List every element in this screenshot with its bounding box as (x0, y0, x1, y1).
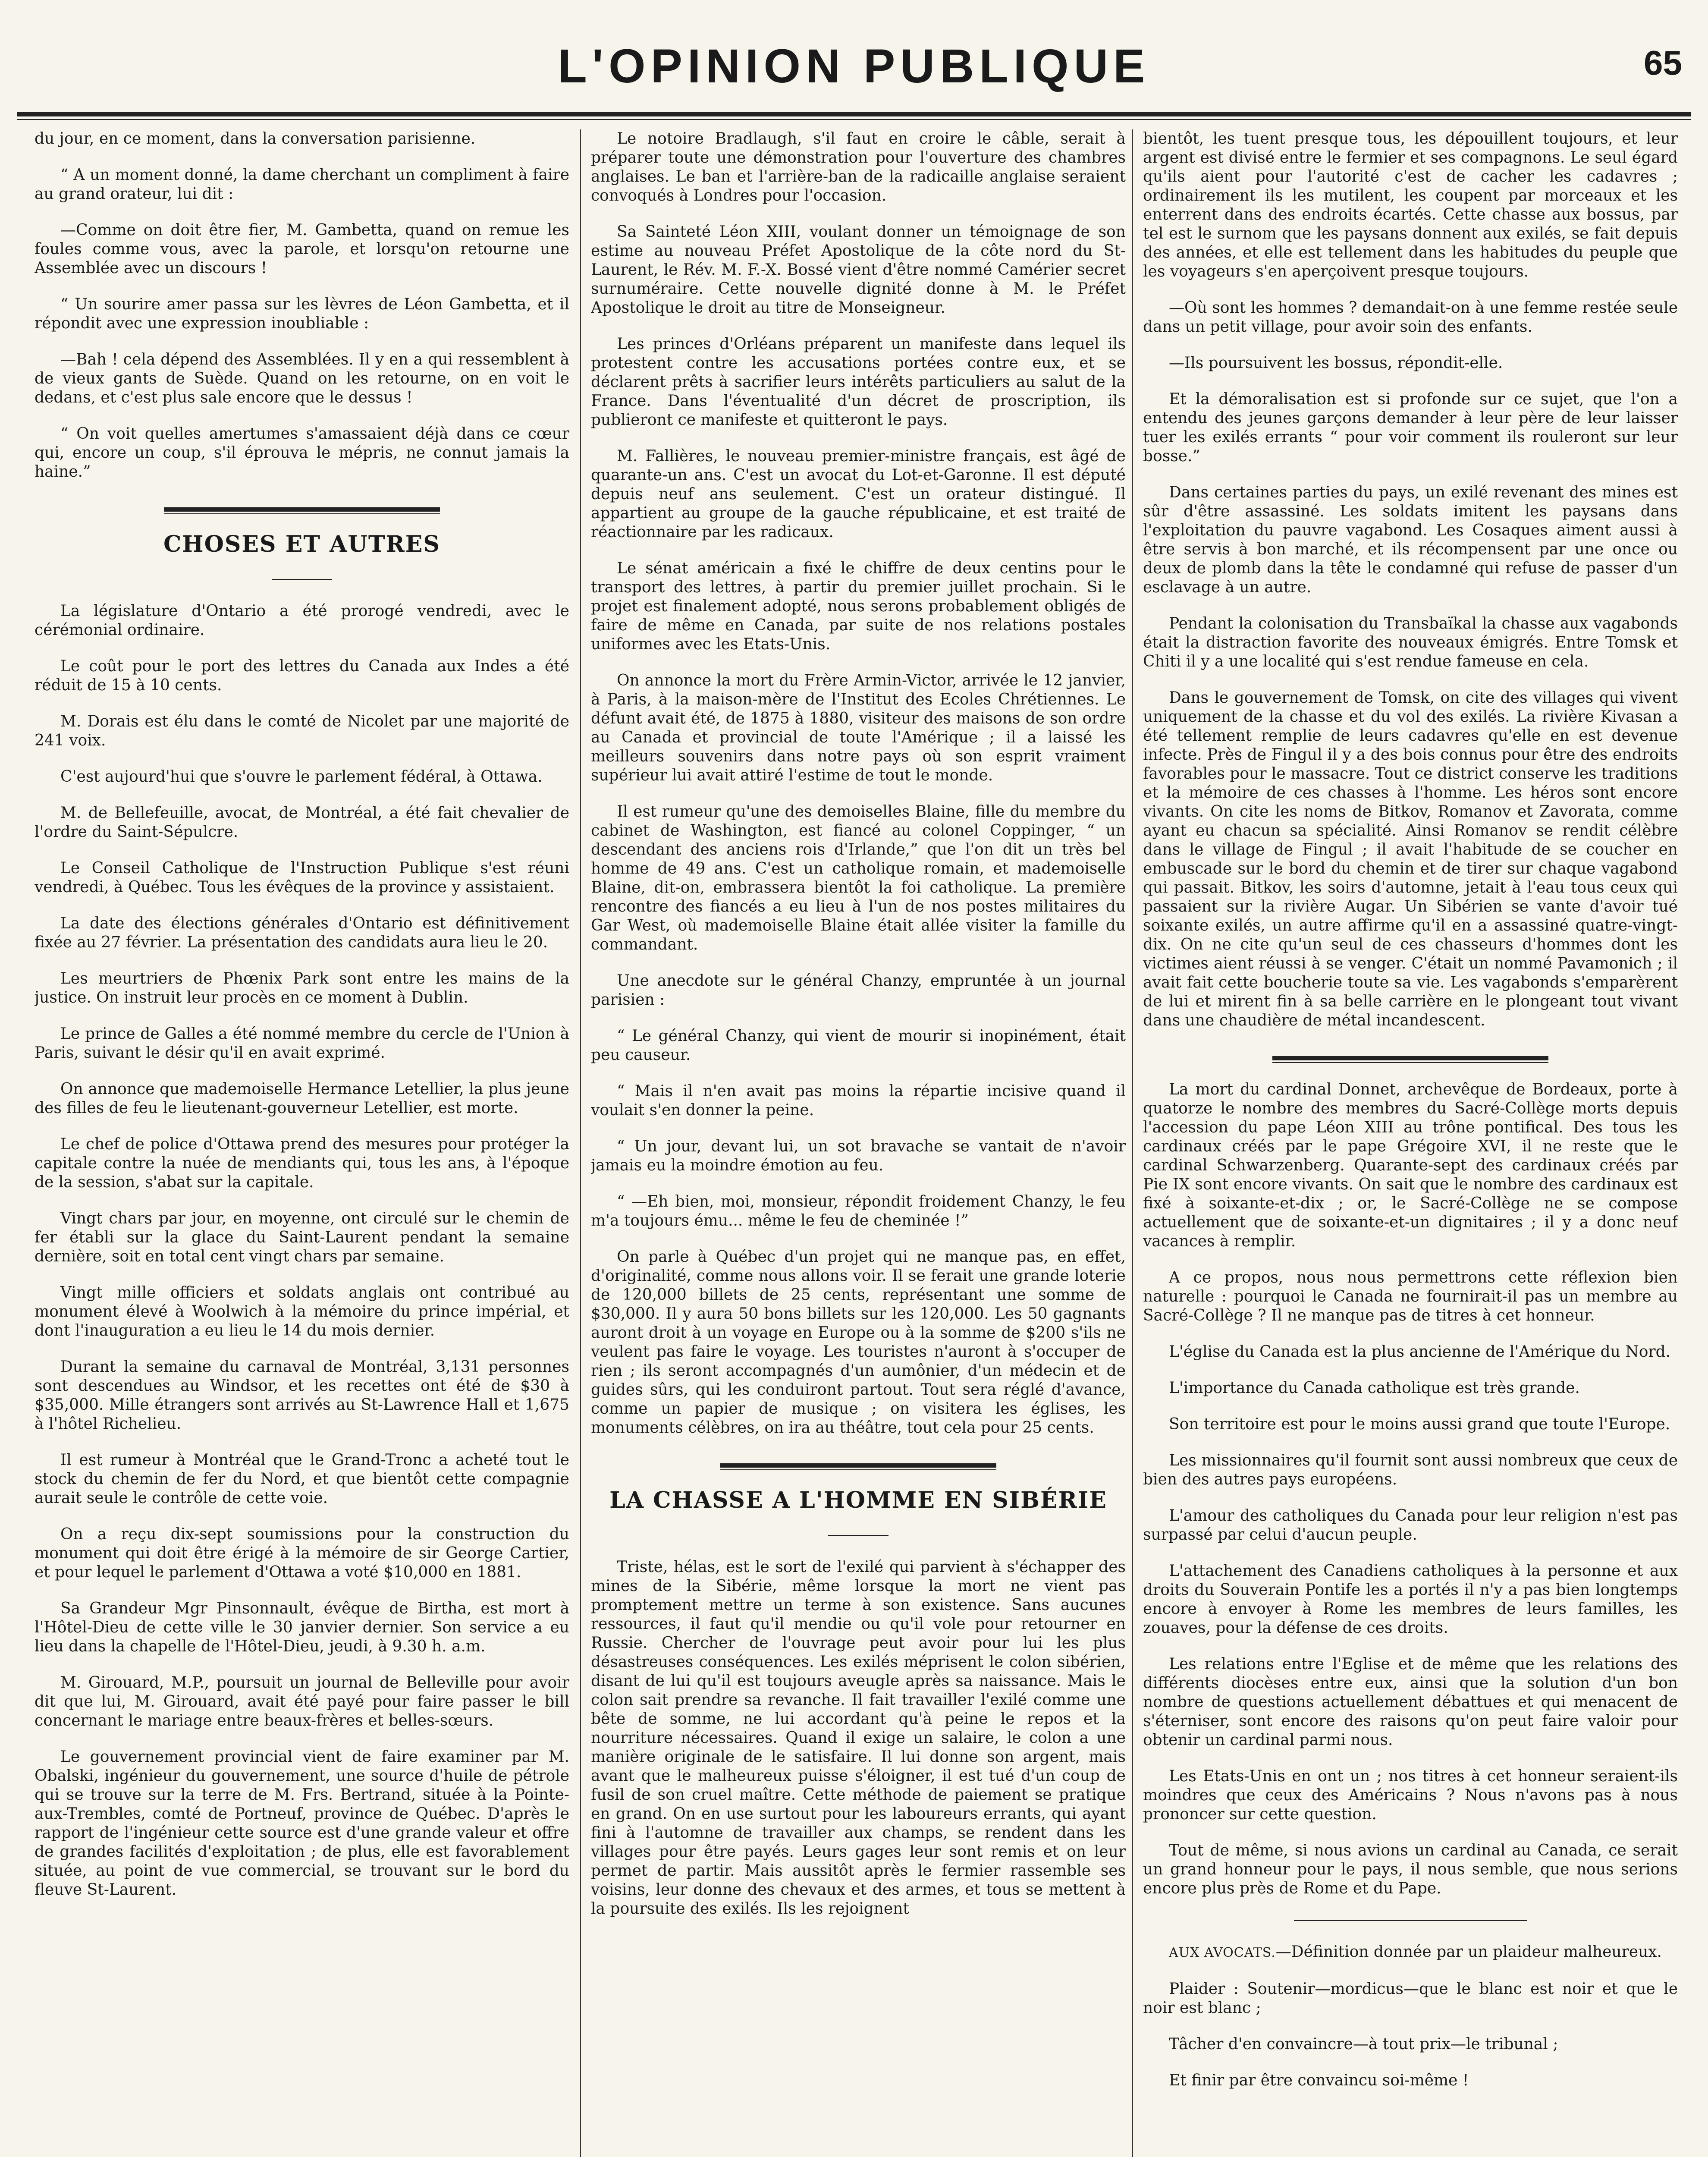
section-rule (720, 1463, 996, 1470)
article-paragraph: La mort du cardinal Donnet, archevêque de Bordeaux, porte à quatorze le nombre des membres du Sacré-Collège morts depuis l'accession du pape Léon XIII au trône pontifical. Des tous les cardinaux créés par le pape Grégoire XVI, il ne reste que le cardinal Schwarzenberg. Quarante-sept des cardinaux créés par Pie IX sont encore vivants. On sait que le nombre des cardinaux est fixé à soixante-et-dix ; or, le Sacré-Collège ne se compose actuellement que de soixante-et-un dignitaires ; il y a donc neuf vacances à remplir. (1143, 1081, 1678, 1250)
news-item: Le notoire Bradlaugh, s'il faut en croire le câble, serait à préparer toute une démonstration pour l'ouverture des chambres anglaises. Le ban et l'arrière-ban de la radicaille anglaise seraient convoqués à Londres pour l'occasion. (591, 130, 1126, 204)
news-item: Le sénat américain a fixé le chiffre de deux centins pour le transport des lettres, à partir du premier juillet prochain. Si le projet est finalement adopté, nous serons probablement obligés de faire de même en Canada, par suite de nos relations postales uniformes avec les Etats-Unis. (591, 560, 1126, 653)
news-item: On annonce la mort du Frère Armin-Victor, arrivée le 12 janvier, à Paris, à la maison-mère de l'Institut des Ecoles Chrétiennes. Le défunt avait été, de 1875 à 1880, visiteur des maisons de son ordre au Canada et provincial de toute l'Amérique ; il a laissé les meilleurs souvenirs dans notre pays où son esprit vraiment supérieur lui avait attiré l'estime de tout le monde. (591, 672, 1126, 784)
paragraph: —Comme on doit être fier, M. Gambetta, quand on remue les foules comme vous, avec la parole, et lorsqu'on retourne une Assemblée avec un discours ! (35, 221, 569, 277)
news-item: Vingt chars par jour, en moyenne, ont circulé sur le chemin de fer établi sur la glace du Saint-Laurent pendant la semaine dernière, soit en total cent vingt chars par semaine. (35, 1210, 569, 1265)
article-paragraph: L'importance du Canada catholique est très grande. (1169, 1379, 1580, 1397)
article-paragraph: A ce propos, nous nous permettrons cette réflexion bien naturelle : pourquoi le Canada ne fournirait-il pas un membre au Sacré-Collège ? Il ne manque pas de titres à cet honneur. (1143, 1269, 1678, 1324)
column-divider (580, 129, 581, 2157)
article-paragraph: Les missionnaires qu'il fournit sont aussi nombreux que ceux de bien des autres pays européens. (1143, 1452, 1678, 1488)
columns (0, 129, 1708, 2157)
news-item: M. Girouard, M.P., poursuit un journal de Belleville pour avoir dit que lui, M. Girouard, avait été payé pour faire passer le bill concernant le mariage entre beaux-frères et belles-sœurs. (35, 1674, 569, 1729)
plaidoyer-line: Et finir par être convaincu soi-même ! (1169, 2072, 1469, 2089)
article-paragraph: —Ils poursuivent les bossus, répondit-elle. (1169, 354, 1503, 372)
article-paragraph: L'amour des catholiques du Canada pour leur religion n'est pas surpassé par celui d'aucun peuple. (1143, 1507, 1678, 1544)
plaidoyer-line: Tâcher d'en convaincre—à tout prix—le tribunal ; (1169, 2035, 1558, 2053)
news-item: On parle à Québec d'un projet qui ne manque pas, en effet, d'originalité, comme nous allons voir. Il se ferait une grande loterie de 120,000 billets de 25 cents, représentant une somme de $30,000. Il y aura 50 bons billets sur les 120,000. Les 50 gagnants auront droit à un voyage en Europe ou à la somme de $200 s'ils ne veulent pas faire le voyage. Les touristes n'auront à s'occuper de rien ; ils seront accompagnés d'un aumônier, d'un médecin et de guides sûrs, qui les conduiront partout. Tout sera réglé d'avance, comme un papier de musique ; on visitera les églises, les monuments célèbres, on ira au théâtre, tout cela pour 25 cents. (591, 1248, 1126, 1437)
news-item: Le chef de police d'Ottawa prend des mesures pour protéger la capitale contre la nuée de mendiants qui, tous les ans, à l'époque de la session, s'abat sur la capitale. (35, 1135, 569, 1191)
article-paragraph: Et la démoralisation est si profonde sur ce sujet, que l'on a entendu des jeunes garçons demander à leur père de leur laisser tuer les exilés errants “ pour voir comment ils rouleront sur leur bosse.” (1143, 390, 1678, 465)
news-item: M. Dorais est élu dans le comté de Nicolet par une majorité de 241 voix. (35, 713, 569, 749)
avocats-paragraph (1143, 1943, 1678, 1962)
article-paragraph: L'église du Canada est la plus ancienne de l'Amérique du Nord. (1169, 1343, 1671, 1361)
news-item: Il est rumeur qu'une des demoiselles Blaine, fille du membre du cabinet de Washington, est fiancé au colonel Coppinger, “ un descendant des anciens rois d'Irlande,” que l'on dit un très bel homme de 49 ans. C'est un catholique romain, et mademoiselle Blaine, dit-on, embrassera bientôt la foi catholique. La première rencontre des fiancés a eu lieu à l'un de nos postes militaires du Gar West, où mademoiselle Blaine était allée visiter la famille du commandant. (591, 803, 1126, 953)
news-item: Les princes d'Orléans préparent un manifeste dans lequel ils protestent contre les accusations portées contre eux, et se déclarent prêts à sacrifier leurs intérêts particuliers au salut de la France. Dans l'éventualité d'un décret de proscription, ils publieront ce manifeste et quitteront le pays. (591, 335, 1126, 429)
column-divider (1132, 129, 1133, 2157)
article-paragraph: Son territoire est pour le moins aussi grand que toute l'Europe. (1169, 1415, 1670, 1433)
page-number: 65 (1644, 44, 1682, 82)
article-paragraph: Pendant la colonisation du Transbaïkal la chasse aux vagabonds était la distraction favorite des nouveaux émigrés. Entre Tomsk et Chiti il y a une localité qui s'est rendue fameuse en cela. (1143, 615, 1678, 670)
newspaper-title: L'OPINION PUBLIQUE (558, 40, 1150, 93)
paragraph: —Bah ! cela dépend des Assemblées. Il y en a qui ressemblent à de vieux gants de Suède. Quand on les retourne, on en voit le dedans, et c'est plus sale encore que le dessus ! (35, 351, 569, 406)
article-paragraph: Tout de même, si nous avions un cardinal au Canada, ce serait un grand honneur pour le pays, il nous semble, que nous serions encore plus près de Rome et du Pape. (1143, 1842, 1678, 1897)
news-item: M. de Bellefeuille, avocat, de Montréal, a été fait chevalier de l'ordre du Saint-Sépulcre. (35, 804, 569, 841)
article-paragraph: L'attachement des Canadiens catholiques à la personne et aux droits du Souverain Pontife les a portés il n'y a pas bien longtemps encore à envoyer à Rome les membres de leurs familles, les zouaves, pour la défense de ces droits. (1143, 1562, 1678, 1637)
news-item: “ —Eh bien, moi, monsieur, répondit froidement Chanzy, le feu m'a toujours ému... même le feu de cheminée !” (591, 1193, 1126, 1229)
news-item: Le prince de Galles a été nommé membre du cercle de l'Union à Paris, suivant le désir qu'il en avait exprimé. (35, 1025, 569, 1062)
article-paragraph: bientôt, les tuent presque tous, les dépouillent toujours, et leur argent est divisé entre le fermier et ses compagnons. Le seul égard qu'ils aient pour l'autorité c'est de cacher les cadavres ; ordinairement ils les mutilent, les coupent par morceaux et les enterrent dans des endroits écartés. Cette chasse aux bossus, par tel est le surnom que les paysans donnent aux exilés, se fait depuis des années, et elle est tellement dans les habitudes du peuple que les voyageurs s'en aperçoivent presque toujours. (1143, 130, 1678, 280)
news-item: La législature d'Ontario a été prorogé vendredi, avec le cérémonial ordinaire. (35, 602, 569, 639)
paragraph: “ A un moment donné, la dame cherchant un compliment à faire au grand orateur, lui dit : (35, 166, 569, 203)
section-rule (1272, 1056, 1548, 1063)
masthead-rule (17, 112, 1691, 120)
news-item: Sa Sainteté Léon XIII, voulant donner un témoignage de son estime au nouveau Préfet Apostolique de la côte nord du St-Laurent, le Rév. M. F.-X. Bossé vient d'être nommé Camérier secret surnuméraire. Cette nouvelle dignité donne à M. le Préfet Apostolique le droit au titre de Monseigneur. (591, 223, 1126, 317)
article-paragraph: Triste, hélas, est le sort de l'exilé qui parvient à s'échapper des mines de la Sibérie, même lorsque la mort ne vient pas promptement mettre un terme à son existence. Sans aucunes ressources, il faut qu'il mendie ou qu'il vole pour retourner en Russie. Chercher de l'ouvrage peut avoir pour lui les plus désastreuses conséquences. Les exilés méprisent le colon sibérien, disant de lui qu'il est toujours aveugle après sa naissance. Mais le colon sait prendre sa revanche. Il fait travailler l'exilé comme une bête de somme, ne lui accordant qu'à peine le repos et la nourriture nécessaires. Quand il exige un salaire, le colon a une manière originale de le satisfaire. Il lui donne son argent, mais avant que le malheureux puisse s'éloigner, il est tué d'un coup de fusil de son cruel maître. Cette méthode de paiement se pratique en grand. On en use surtout pour les laboureurs errants, qui ayant fini à l'automne de travailler aux champs, se rendent dans les villages pour être payés. Leurs gages leur sont remis et on leur permet de partir. Mais aussitôt après le fermier rassemble ses voisins, leur donne des chevaux et des armes, et tous se mettent à la poursuite des exilés. Ils les rejoignent (591, 1558, 1126, 1918)
news-item: On a reçu dix-sept soumissions pour la construction du monument qui doit être érigé à la mémoire de sir George Cartier, et pour lequel le parlement d'Ottawa a voté $10,000 en 1881. (35, 1525, 569, 1581)
paragraph: du jour, en ce moment, dans la conversation parisienne. (35, 130, 476, 148)
news-item: Le coût pour le port des lettres du Canada aux Indes a été réduit de 15 à 10 cents. (35, 657, 569, 694)
news-item: C'est aujourd'hui que s'ouvre le parlement fédéral, à Ottawa. (60, 768, 543, 786)
column-3 (1143, 129, 1678, 2157)
news-item: Vingt mille officiers et soldats anglais ont contribué au monument élevé à Woolwich à la mémoire du prince impérial, et dont l'inauguration a eu lieu le 14 du mois dernier. (35, 1284, 569, 1339)
avocats-label: AUX AVOCATS. (1169, 1945, 1276, 1960)
article-paragraph: Les Etats-Unis en ont un ; nos titres à cet honneur seraient-ils moindres que ceux des Américains ? Nous n'avons pas à nous prononcer sur cette question. (1143, 1767, 1678, 1823)
article-paragraph: Les relations entre l'Eglise et de même que les relations des différents diocèses entre eux, ainsi que la solution d'un bon nombre de questions actuellement débattues et qui menacent de s'éterniser, sont encore des raisons qu'on peut faire valoir pour obtenir un cardinal parmi nous. (1143, 1655, 1678, 1749)
masthead (17, 30, 1691, 95)
article-paragraph: —Où sont les hommes ? demandait-on à une femme restée seule dans un petit village, pour avoir soin des enfants. (1143, 299, 1678, 336)
news-item: On annonce que mademoiselle Hermance Letellier, la plus jeune des filles de feu le lieutenant-gouverneur Letellier, est morte. (35, 1080, 569, 1117)
news-item: Sa Grandeur Mgr Pinsonnault, évêque de Birtha, est mort à l'Hôtel-Dieu de cette ville le 30 janvier dernier. Son service a eu lieu dans la chapelle de l'Hôtel-Dieu, jeudi, à 9.30 h. a.m. (35, 1600, 569, 1655)
article-paragraph: Dans le gouvernement de Tomsk, on cite des villages qui vivent uniquement de la chasse et du vol des exilés. La rivière Kivasan a été tellement remplie de leurs cadavres qu'elle en est devenue infecte. Près de Fingul il y a des bois connus pour être des endroits favorables pour le massacre. Tout ce district conserve les traditions et la mémoire de ces chasses à l'homme. Les héros sont encore vivants. On cite les noms de Bitkov, Romanov et Zavorata, comme ayant eu chacun sa spécialité. Ainsi Romanov se rendit célèbre dans le village de Fingul ; il avait l'habitude de se coucher en embuscade sur le bord du chemin et de tirer sur chaque vagabond qui passait. Bitkov, les soirs d'automne, jetait à l'eau tous ceux qui passaient sur la rivière Augar. Un Sibérien se vante d'avoir tué soixante exilés, un autre affirme qu'il en a assassiné quatre-vingt-dix. On ne cite qu'un seul de ces chasseurs d'hommes dont les victimes aient réussi à se venger. C'était un nommé Pavamonich ; il avait fait cette boucherie toute sa vie. Les vagabonds s'emparèrent de lui et mirent fin à sa belle carrière en le plongeant tout vivant dans une chaudière de métal incandescent. (1143, 689, 1678, 1029)
news-item: Le Conseil Catholique de l'Instruction Publique s'est réuni vendredi, à Québec. Tous les évêques de la province y assistaient. (35, 859, 569, 896)
paragraph: “ Un sourire amer passa sur les lèvres de Léon Gambetta, et il répondit avec une expression inoubliable : (35, 296, 569, 332)
section-rule (164, 507, 440, 514)
news-item: Il est rumeur à Montréal que le Grand-Tronc a acheté tout le stock du chemin de fer du Nord, et que bientôt cette compagnie aurait seule le contrôle de cette voie. (35, 1451, 569, 1507)
column-2 (591, 129, 1126, 2157)
section-title-choses-et-autres: CHOSES ET AUTRES (163, 531, 440, 557)
news-item: “ Le général Chanzy, qui vient de mourir si inopinément, était peu causeur. (591, 1027, 1126, 1064)
avocats-text: —Définition donnée par un plaideur malheureux. (1275, 1943, 1662, 1961)
article-paragraph: Dans certaines parties du pays, un exilé revenant des mines est sûr d'être assassiné. Les soldats imitent les paysans dans l'exploitation du pauvre vagabond. Les Cosaques aiment aussi à être servis à bon marché, et ils récompensent par une once ou deux de plomb dans la tête le condamné qui refuse de passer d'un esclavage à un autre. (1143, 484, 1678, 596)
news-item: M. Fallières, le nouveau premier-ministre français, est âgé de quarante-un ans. C'est un avocat du Lot-et-Garonne. Il est député depuis neuf ans seulement. C'est un orateur distingué. Il appartient au groupe de la gauche républicaine, et est traité de réactionnaire par les radicaux. (591, 447, 1126, 541)
news-item: La date des élections générales d'Ontario est définitivement fixée au 27 février. La présentation des candidats aura lieu le 20. (35, 915, 569, 951)
section-rule (1294, 1920, 1527, 1921)
title-rule (828, 1535, 889, 1536)
news-item: “ Un jour, devant lui, un sot bravache se vantait de n'avoir jamais eu la moindre émotion au feu. (591, 1138, 1126, 1174)
column-1 (35, 129, 569, 2157)
news-item: Le gouvernement provincial vient de faire examiner par M. Obalski, ingénieur du gouvernement, une source d'huile de pétrole qui se trouve sur la terre de M. Frs. Bertrand, située à la Pointe-aux-Trembles, comté de Portneuf, province de Québec. D'après le rapport de l'ingénieur cette source est d'une grande valeur et offre de grandes facilités d'exploitation ; de plus, elle est favorablement située, au point de vue commercial, se trouvant sur le bord du fleuve St-Laurent. (35, 1748, 569, 1899)
paragraph: “ On voit quelles amertumes s'amassaient déjà dans ce cœur qui, encore un coup, s'il éprouva le mépris, ne connut jamais la haine.” (35, 425, 569, 481)
news-item: Les meurtriers de Phœnix Park sont entre les mains de la justice. On instruit leur procès en ce moment à Dublin. (35, 970, 569, 1006)
news-item: Durant la semaine du carnaval de Montréal, 3,131 personnes sont descendues au Windsor, et les recettes ont été de $30 à $35,000. Mille étrangers sont arrivés au St-Lawrence Hall et 1,675 à l'hôtel Richelieu. (35, 1358, 569, 1433)
title-rule (272, 579, 332, 580)
news-item: Une anecdote sur le général Chanzy, empruntée à un journal parisien : (591, 972, 1126, 1009)
section-title-chasse-a-l-homme: LA CHASSE A L'HOMME EN SIBÉRIE (609, 1487, 1107, 1513)
plaidoyer-line: Plaider : Soutenir—mordicus—que le blanc est noir et que le noir est blanc ; (1143, 1980, 1678, 2017)
news-item: “ Mais il n'en avait pas moins la répartie incisive quand il voulait s'en donner la peine. (591, 1082, 1126, 1119)
